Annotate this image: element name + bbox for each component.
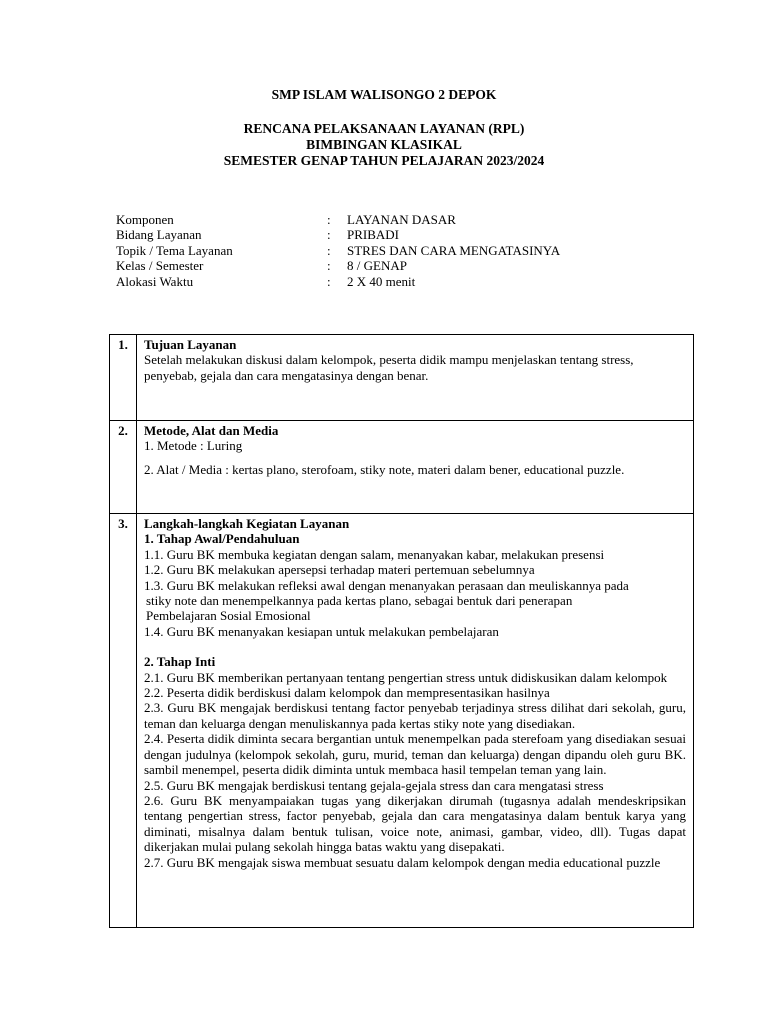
document-title: RENCANA PELAKSANAAN LAYANAN (RPL) — [243, 121, 525, 136]
info-row-komponen — [116, 212, 560, 227]
info-value: PRIBADI — [347, 227, 400, 243]
list-item: 1.2. Guru BK melakukan apersepsi terhadap materi pertemuan sebelumnya — [144, 562, 535, 578]
info-key: Bidang Layanan — [116, 227, 202, 243]
info-value: 8 / GENAP — [347, 258, 407, 274]
media-item: 2. Alat / Media : kertas plano, sterofoam, stiky note, materi dalam bener, educational puzzle. — [144, 461, 625, 477]
section-title: Metode, Alat dan Media — [144, 423, 279, 438]
info-colon: : — [327, 242, 331, 258]
list-item: Pembelajaran Sosial Emosional — [146, 608, 311, 624]
rpl-table — [109, 334, 694, 928]
info-colon: : — [327, 273, 331, 289]
info-value: 2 X 40 menit — [347, 273, 416, 289]
document-subtitle: BIMBINGAN KLASIKAL — [306, 137, 462, 152]
list-item: 1.1. Guru BK membuka kegiatan dengan salam, menanyakan kabar, melakukan presensi — [144, 546, 605, 562]
info-block — [116, 212, 560, 289]
section-text: Setelah melakukan diskusi dalam kelompok, peserta didik mampu menjelaskan tentang stress, penyebab, gejala dan cara mengatasinya dengan benar. — [144, 352, 634, 383]
section-title: Langkah-langkah Kegiatan Layanan — [144, 516, 350, 531]
info-row-kelas — [116, 258, 560, 273]
section-title: Tujuan Layanan — [144, 337, 237, 352]
info-row-alokasi — [116, 274, 560, 289]
section-tujuan — [137, 335, 694, 421]
list-item: 2.2. Peserta didik berdiskusi dalam kelompok dan mempresentasikan hasilnya — [144, 685, 550, 701]
info-colon: : — [327, 212, 331, 227]
info-key: Komponen — [116, 212, 174, 227]
table-row — [110, 421, 694, 514]
list-item: stiky note dan menempelkannya pada kertas plano, sebagai bentuk dari penerapan — [146, 593, 573, 609]
stage-title: 2. Tahap Inti — [144, 654, 216, 670]
list-item: 2.5. Guru BK mengajak berdiskusi tentang gejala-gejala stress dan cara mengatasi stress — [144, 777, 604, 793]
list-item: 1.4. Guru BK menanyakan kesiapan untuk melakukan pembelajaran — [144, 623, 499, 639]
list-item: 2.7. Guru BK mengajak siswa membuat sesuatu dalam kelompok dengan media educational puzzle — [144, 854, 661, 870]
info-row-topik — [116, 243, 560, 258]
info-key: Kelas / Semester — [116, 258, 204, 274]
stage-title: 1. Tahap Awal/Pendahuluan — [144, 531, 300, 547]
list-item: 2.1. Guru BK memberikan pertanyaan tentang pengertian stress untuk didiskusikan dalam kelompok — [144, 669, 668, 685]
table-row — [110, 514, 694, 928]
section-number: 2. — [110, 421, 137, 514]
section-number: 1. — [110, 335, 137, 421]
semester-line: SEMESTER GENAP TAHUN PELAJARAN 2023/2024 — [223, 153, 545, 168]
school-name: SMP ISLAM WALISONGO 2 DEPOK — [271, 87, 497, 102]
table-row — [110, 335, 694, 421]
list-item: 2.3. Guru BK mengajak berdiskusi tentang factor penyebab terjadinya stress dilihat dari sekolah, guru, teman dan keluarga dengan menuliskannya pada kertas stiky note yang disediakan. — [144, 700, 686, 731]
section-langkah — [137, 514, 694, 928]
section-metode — [137, 421, 694, 514]
info-value: LAYANAN DASAR — [347, 212, 456, 227]
info-key: Alokasi Waktu — [116, 273, 194, 289]
list-item: 2.4. Peserta didik diminta secara bergantian untuk menempelkan pada sterefoam yang disediakan sesuai dengan judulnya (kelompok sekolah, guru, murid, teman dan keluarga) dengan dipandu oleh guru BK. sambil menempel, peserta didik diminta untuk membaca hasil tempelan teman yang lain. — [144, 731, 686, 778]
list-item: 2.6. Guru BK menyampaiakan tugas yang dikerjakan dirumah (tugasnya adalah mendeskripsikan tentang pengertian stress, factor penyebab, gejala dan cara mengatasinya dalam bentuk karya yang diminati, misalnya dalam bentuk tulisan, voice note, animasi, gambar, video, dll). Tugas dapat dikerjakan mulai pulang sekolah hingga batas waktu yang disepakati. — [144, 792, 686, 855]
list-item: 1.3. Guru BK melakukan refleksi awal dengan menanyakan perasaan dan meuliskannya pada — [144, 577, 629, 593]
info-colon: : — [327, 227, 331, 243]
section-number: 3. — [110, 514, 137, 928]
info-colon: : — [327, 258, 331, 274]
method-item: 1. Metode : Luring — [144, 438, 243, 454]
info-value: STRES DAN CARA MENGATASINYA — [347, 242, 561, 258]
info-row-bidang — [116, 227, 560, 242]
info-key: Topik / Tema Layanan — [116, 242, 233, 258]
